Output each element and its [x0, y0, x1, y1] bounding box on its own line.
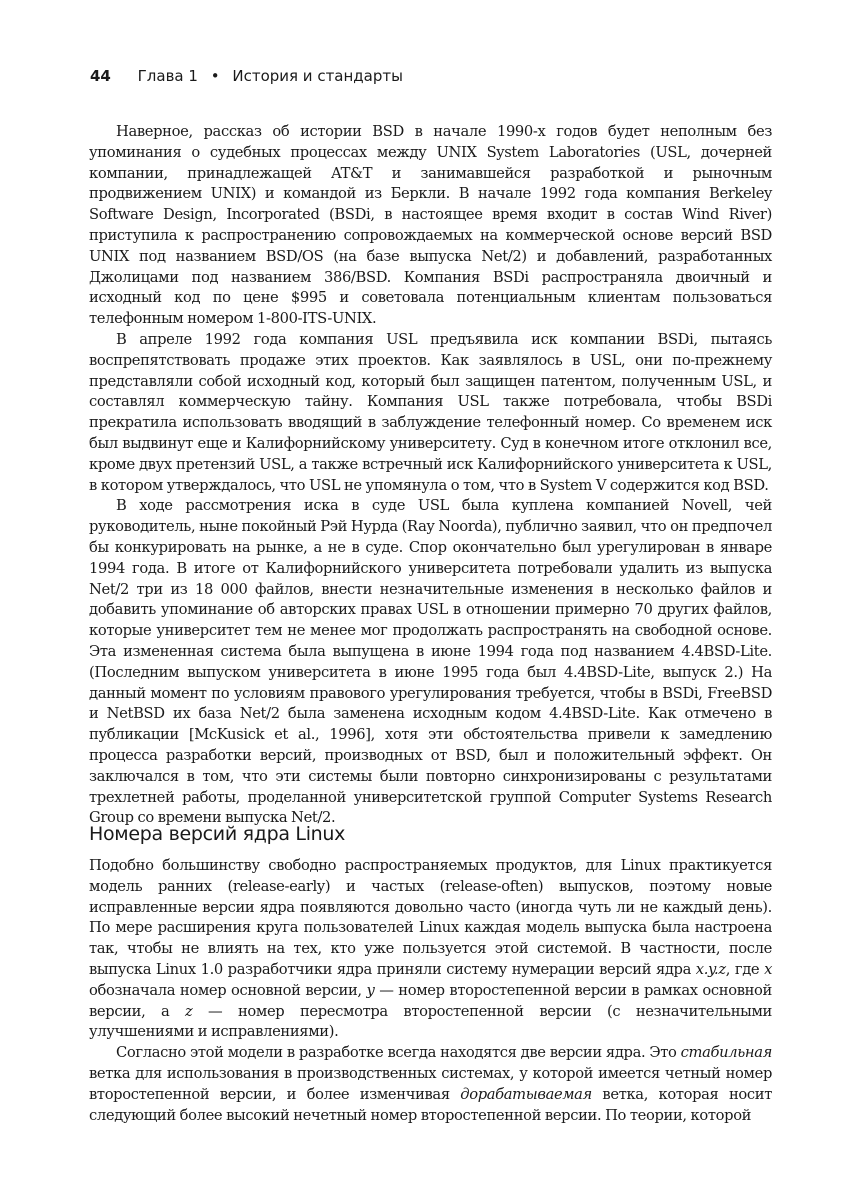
running-head	[90, 66, 403, 86]
bsd-history-section	[89, 122, 772, 829]
paragraph-bsd-lawsuit: Наверное, рассказ об истории BSD в начале 1990-х годов будет неполным без упоминания о судебных процессах между UNIX System Laboratories (USL, дочерней компании, принадлежащей AT&T и занимавшейся разработкой и рыночным продвижением UNIX) и командой из Беркли. В начале 1992 года компания Berkeley Software Design, Incorporated (BSDi, в настоящее время входит в состав Wind River) приступила к распространению сопровождаемых на коммерческой основе версий BSD UNIX под названием BSD/OS (на базе выпуска Net/2) и добавлений, разработанных Джолицами под названием 386/BSD. Компания BSDi распространяла двоичный и исходный код по цене $995 и советовала потенциальным клиентам пользоваться телефонным номером 1-800-ITS-UNIX.	[89, 123, 772, 328]
section-heading: Номера версий ядра Linux	[89, 823, 346, 845]
paragraph-usl-claim: В апреле 1992 года компания USL предъявила иск компании BSDi, пытаясь воспрепятствовать продаже этих проектов. Как заявлялось в USL, они по-прежнему представляли собой исходный код, который был защищен патентом, полученным USL, и составлял коммерческую тайну. Компания USL также потребовала, чтобы BSDi прекратила использовать вводящий в заблуждение телефонный номер. Со временем иск был выдвинут еще и Калифорнийскому университету. Суд в конечном итоге отклонил все, кроме двух претензий USL, а также встречный иск Калифорнийского университета к USL, в котором утверждалось, что USL не упомянула о том, что в System V содержится код BSD.	[89, 330, 772, 494]
chapter-label: Глава 1	[137, 67, 198, 85]
paragraph-release-model: Подобно большинству свободно распространяемых продуктов, для Linux практикуется модель ранних (release-early) и частых (release-often) выпусков, поэтому новые исправленные версии ядра появляются довольно часто (иногда чуть ли не каждый день). По мере расширения круга пользователей Linux каждая модель выпуска была настроена так, чтобы не влиять на тех, кто уже пользуется этой системой. В частности, после выпуска Linux 1.0 разработчики ядра приняли систему нумерации версий ядра x.y.z, где x обозначала номер основной версии, y — номер второстепенной версии в рамках основной версии, а z — номер пересмотра второстепенной версии (с незначительными улучшениями и исправлениями).	[89, 857, 772, 1041]
var-y: y	[366, 981, 375, 999]
bullet-separator: •	[210, 67, 220, 85]
var-x: x	[764, 960, 772, 978]
paragraph-settlement: В ходе рассмотрения иска в суде USL была куплена компанией Novell, чей руководитель, ныне покойный Рэй Нурда (Ray Noorda), публично заявил, что он предпочел бы конкурировать на рынке, а не в суде. Спор окончательно был урегулирован в январе 1994 года. В итоге от Калифорнийского университета потребовали удалить из выпуска Net/2 три из 18 000 файлов, внести незначительные изменения в несколько файлов и добавить упоминание об авторских правах USL в отношении примерно 70 других файлов, которые университет тем не менее мог продолжать распространять на свободной основе. Эта измененная система была выпущена в июне 1994 года под названием 4.4BSD-Lite. (Последним выпуском университета в июне 1995 года был 4.4BSD-Lite, выпуск 2.) На данный момент по условиям правового урегулирования требуется, чтобы в BSDi, FreeBSD и NetBSD их база Net/2 была заменена исходным кодом 4.4BSD-Lite. Как отмечено в публикации [McKusick et al., 1996], хотя эти обстоятельства привели к замедлению процесса разработки версий, производных от BSD, был и положительный эффект. Он заключался в том, что эти системы были повторно синхронизированы с результатами трехлетней работы, проделанной университетской группой Computer Systems Research Group со времени выпуска Net/2.	[89, 497, 772, 827]
page-number: 44	[90, 67, 111, 85]
development-term: дорабатываемая	[460, 1085, 592, 1103]
stable-term: стабильная	[680, 1044, 772, 1062]
var-z: z	[185, 1002, 193, 1020]
version-format: x.y.z	[695, 960, 726, 978]
linux-versions-section	[89, 856, 772, 1126]
chapter-title: История и стандарты	[232, 67, 403, 85]
paragraph-branches: Согласно этой модели в разработке всегда находятся две версии ядра. Это стабильная ветка для использования в производственных системах, у которой имеется четный номер второстепенной версии, и более изменчивая дорабатываемая ветка, которая носит следующий более высокий нечетный номер второстепенной версии. По теории, которой	[89, 1044, 772, 1124]
